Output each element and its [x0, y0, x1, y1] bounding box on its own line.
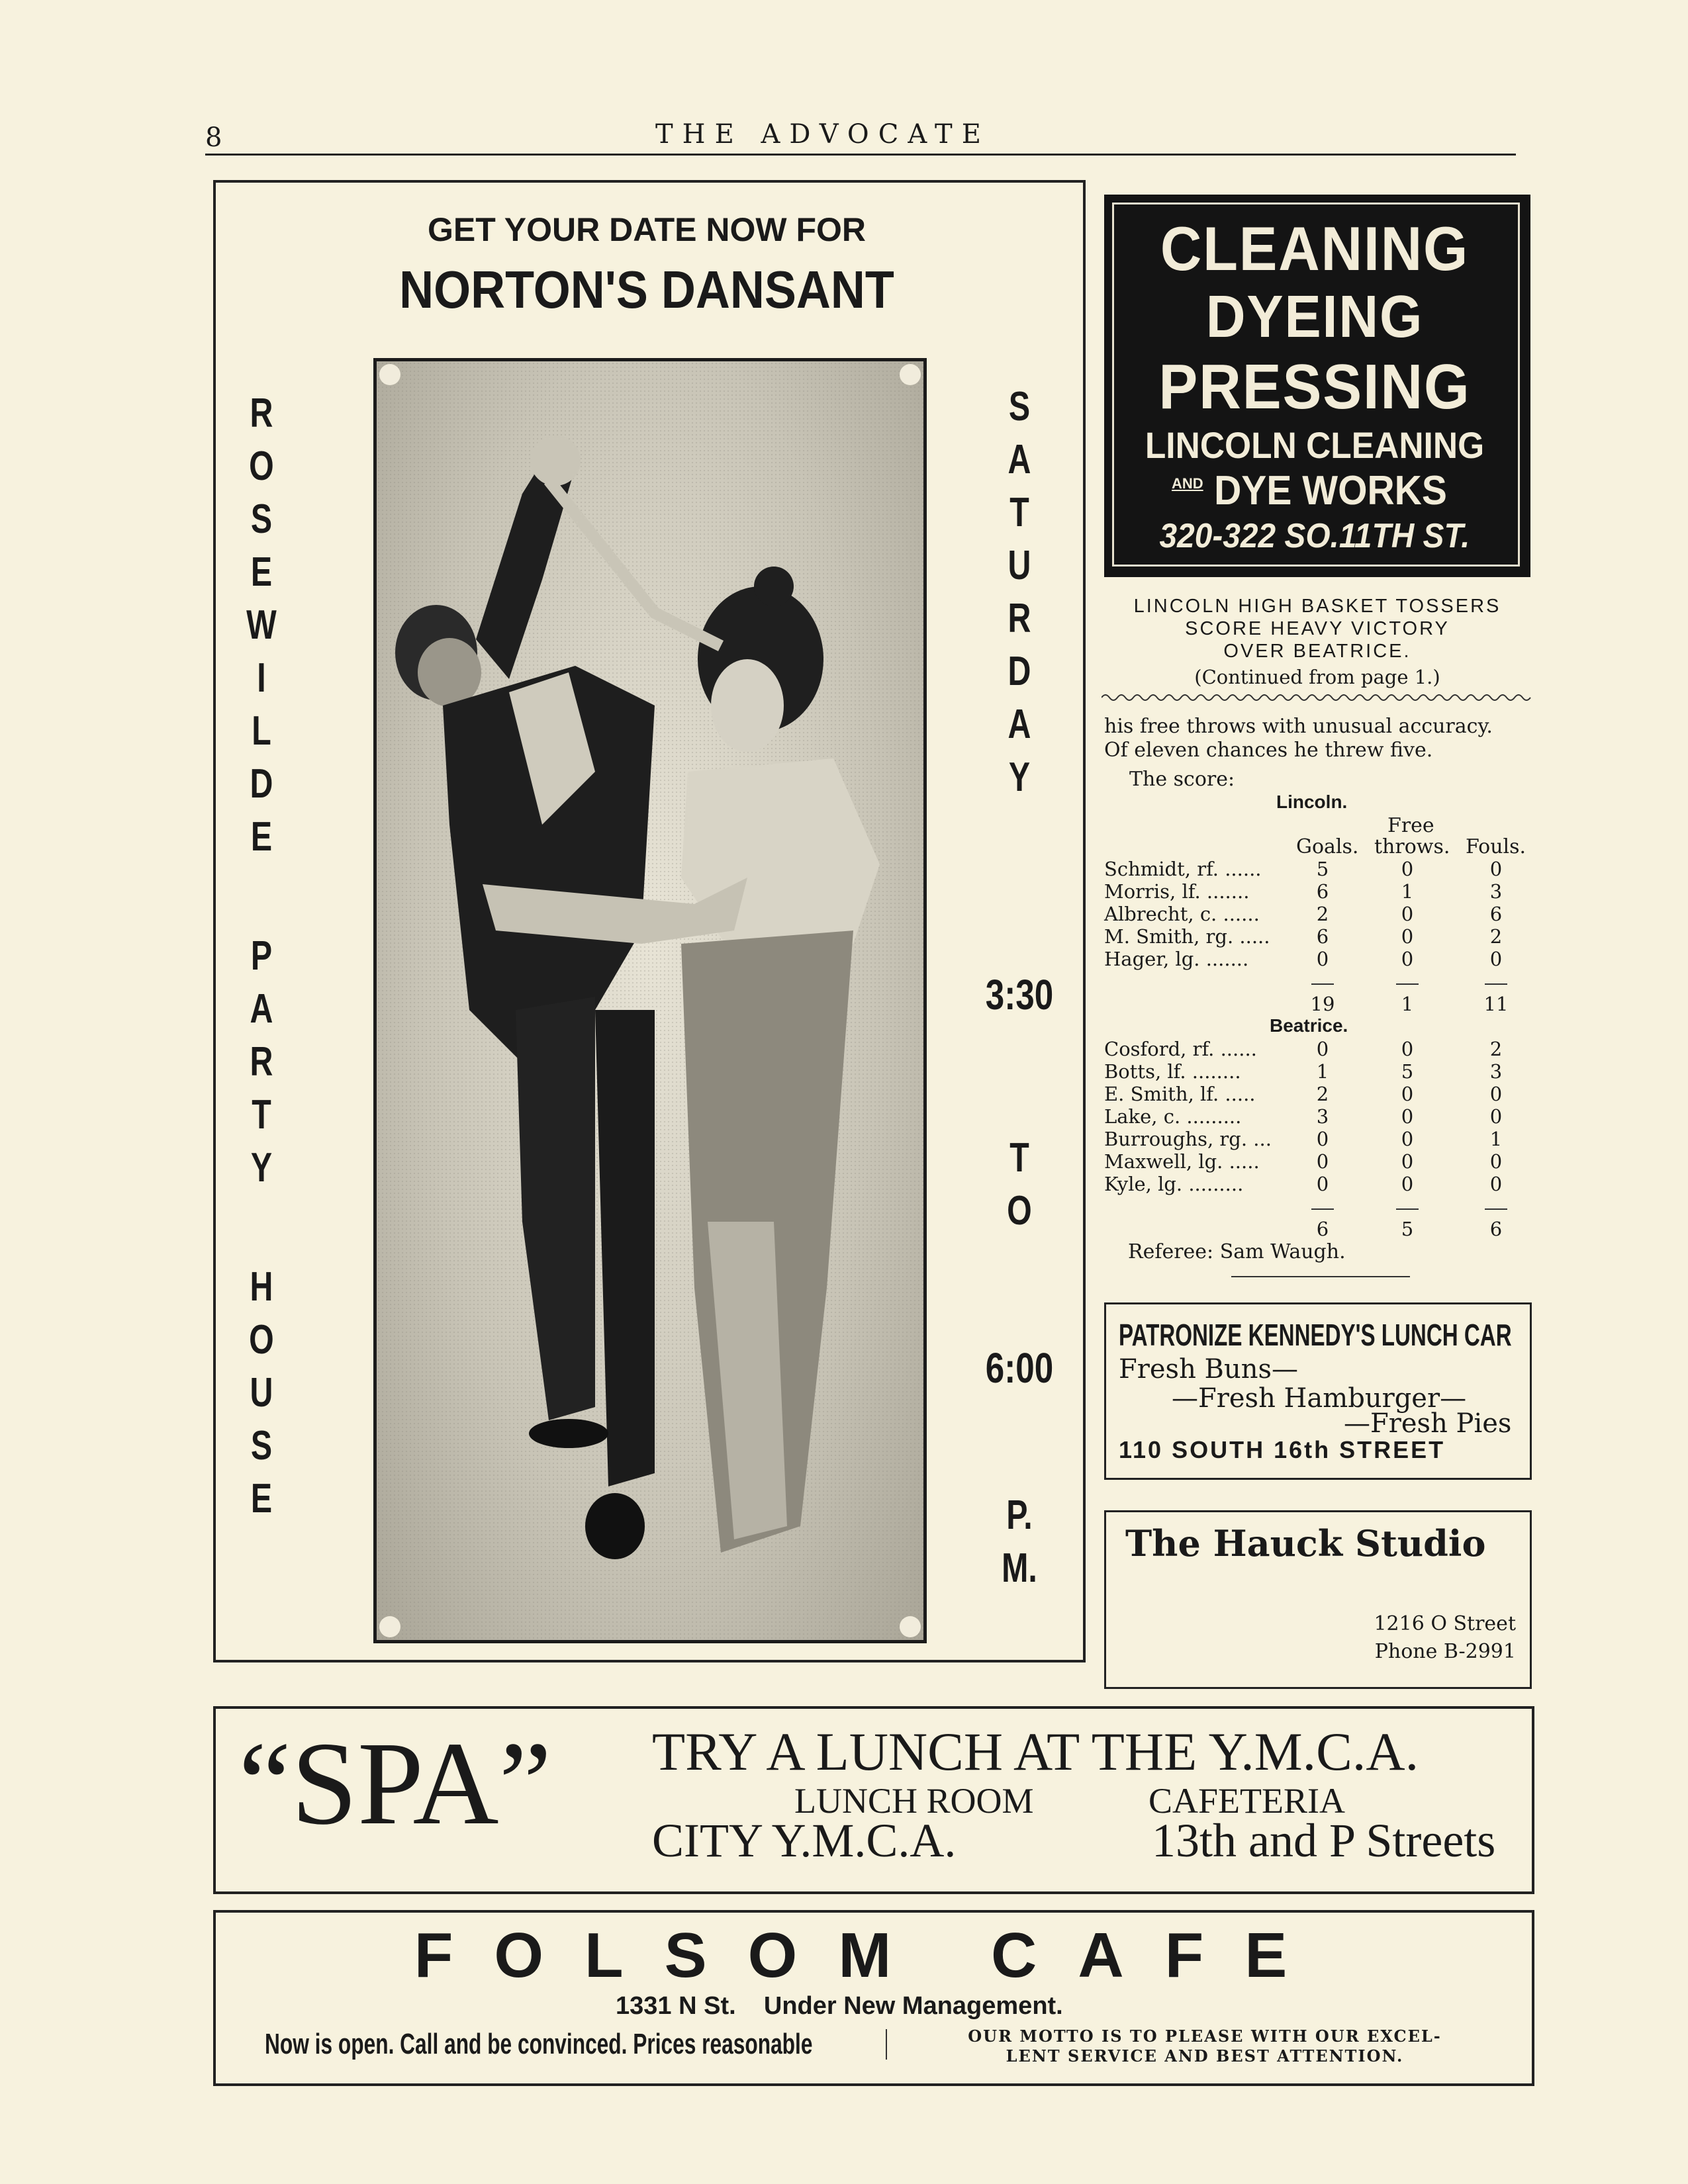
header-rule	[205, 154, 1516, 156]
folsom-open-notice: Now is open. Call and be convinced. Prices reasonable	[265, 2028, 813, 2060]
table-row: Burroughs, rg. ... 0 0 1	[1104, 1128, 1503, 1150]
dansant-ad-line1: GET YOUR DATE NOW FOR	[427, 211, 867, 248]
wavy-divider	[1102, 692, 1532, 703]
dansant-ad-title: NORTON'S DANSANT	[399, 260, 894, 319]
article-headline-2: SCORE HEAVY VICTORY	[1185, 618, 1450, 639]
referee-line: Referee: Sam Waugh.	[1128, 1240, 1346, 1263]
page-number: 8	[205, 122, 222, 153]
pressing-line: PRESSING	[1158, 351, 1471, 422]
start-time: 3:30	[985, 971, 1054, 1019]
article-continued: (Continued from page 1.)	[1194, 666, 1440, 688]
hauck-studio-name: The Hauck Studio	[1125, 1522, 1486, 1565]
col-free: Free	[1387, 814, 1434, 837]
hauck-phone: Phone B-2991	[1374, 1640, 1516, 1663]
kennedy-address: 110 SOUTH 16th STREET	[1119, 1436, 1446, 1463]
spa-headline: TRY A LUNCH AT THE Y.M.C.A.	[652, 1721, 1419, 1782]
table-row: Maxwell, lg. ..... 0 0 0	[1104, 1150, 1503, 1173]
folsom-address: 1331 N St. Under New Management.	[616, 1992, 1063, 2020]
rosewilde-vertical: R O S E W I L D E P A R T Y H O U S E	[246, 390, 277, 1522]
hauck-street: 1216 O Street	[1374, 1612, 1516, 1635]
beatrice-total-row: 6 5 6	[1316, 1218, 1503, 1240]
folsom-separator	[886, 2029, 887, 2060]
total-rule	[1396, 983, 1419, 985]
dye-works-line: DYE WORKS	[1214, 468, 1447, 514]
table-row: M. Smith, rg. ..... 6 0 2	[1104, 925, 1503, 948]
article-body-2: Of eleven chances he threw five.	[1104, 739, 1433, 762]
table-row: Botts, lf. ........ 1 5 3	[1104, 1060, 1503, 1083]
table-row: E. Smith, lf. ..... 2 0 0	[1104, 1083, 1503, 1105]
article-headline-3: OVER BEATRICE.	[1223, 641, 1411, 662]
total-rule	[1311, 1208, 1334, 1210]
total-rule	[1485, 1208, 1507, 1210]
kennedy-ad-title: PATRONIZE KENNEDY'S LUNCH CAR	[1119, 1318, 1512, 1352]
table-row: Cosford, rf. ...... 0 0 2	[1104, 1038, 1503, 1060]
spa-mark: “SPA”	[238, 1717, 552, 1849]
table-row: Schmidt, rf. ...... 5 0 0	[1104, 858, 1503, 880]
total-rule	[1485, 983, 1507, 985]
to-vertical: T O	[1007, 1135, 1032, 1234]
saturday-vertical: S A T U R D A Y	[1008, 384, 1031, 800]
lincoln-total-row: 19 1 11	[1310, 993, 1509, 1015]
kennedy-fresh-hamburger: —Fresh Hamburger—	[1172, 1383, 1467, 1414]
end-time: 6:00	[985, 1344, 1054, 1392]
article-body-3: The score:	[1129, 768, 1235, 791]
kennedy-fresh-buns: Fresh Buns—	[1119, 1354, 1298, 1385]
spa-address: 13th and P Streets	[1152, 1814, 1496, 1867]
and-small: AND	[1172, 475, 1203, 492]
folsom-cafe-title: FOLSOM CAFE	[414, 1920, 1329, 1991]
lincoln-cleaning-line: LINCOLN CLEANING	[1145, 424, 1485, 466]
col-goals: Goals.	[1296, 835, 1359, 858]
table-row: Kyle, lg. ......... 0 0 0	[1104, 1173, 1503, 1195]
cleaning-line: CLEANING	[1160, 214, 1470, 283]
folsom-motto: OUR MOTTO IS TO PLEASE WITH OUR EXCEL- LENT SERVICE AND BEST ATTENTION.	[968, 2026, 1442, 2066]
dancing-couple-photo	[373, 358, 927, 1643]
col-fouls: Fouls.	[1466, 835, 1526, 858]
spa-lunch-room: LUNCH ROOM	[794, 1781, 1034, 1821]
col-throws: throws.	[1374, 835, 1450, 858]
article-headline-1: LINCOLN HIGH BASKET TOSSERS	[1133, 596, 1501, 617]
dyeing-line: DYEING	[1205, 284, 1424, 350]
publication-title: THE ADVOCATE	[655, 119, 990, 150]
total-rule	[1311, 983, 1334, 985]
cleaning-address: 320-322 SO.11TH ST.	[1159, 517, 1470, 555]
kennedy-fresh-pies: —Fresh Pies	[1344, 1408, 1512, 1439]
table-row: Hager, lg. ....... 0 0 0	[1104, 948, 1503, 970]
table-row: Albrecht, c. ...... 2 0 6	[1104, 903, 1503, 925]
article-body-1: his free throws with unusual accuracy.	[1104, 715, 1493, 738]
spa-city-ymca: CITY Y.M.C.A.	[652, 1814, 957, 1867]
table-row: Lake, c. ......... 3 0 0	[1104, 1105, 1503, 1128]
total-rule	[1396, 1208, 1419, 1210]
pm-vertical: P. M.	[1002, 1492, 1037, 1591]
article-end-rule	[1231, 1276, 1410, 1277]
spa-cafeteria: CAFETERIA	[1149, 1781, 1345, 1821]
team-beatrice: Beatrice.	[1270, 1015, 1348, 1036]
table-row: Morris, lf. ....... 6 1 3	[1104, 880, 1503, 903]
team-lincoln: Lincoln.	[1276, 792, 1348, 812]
